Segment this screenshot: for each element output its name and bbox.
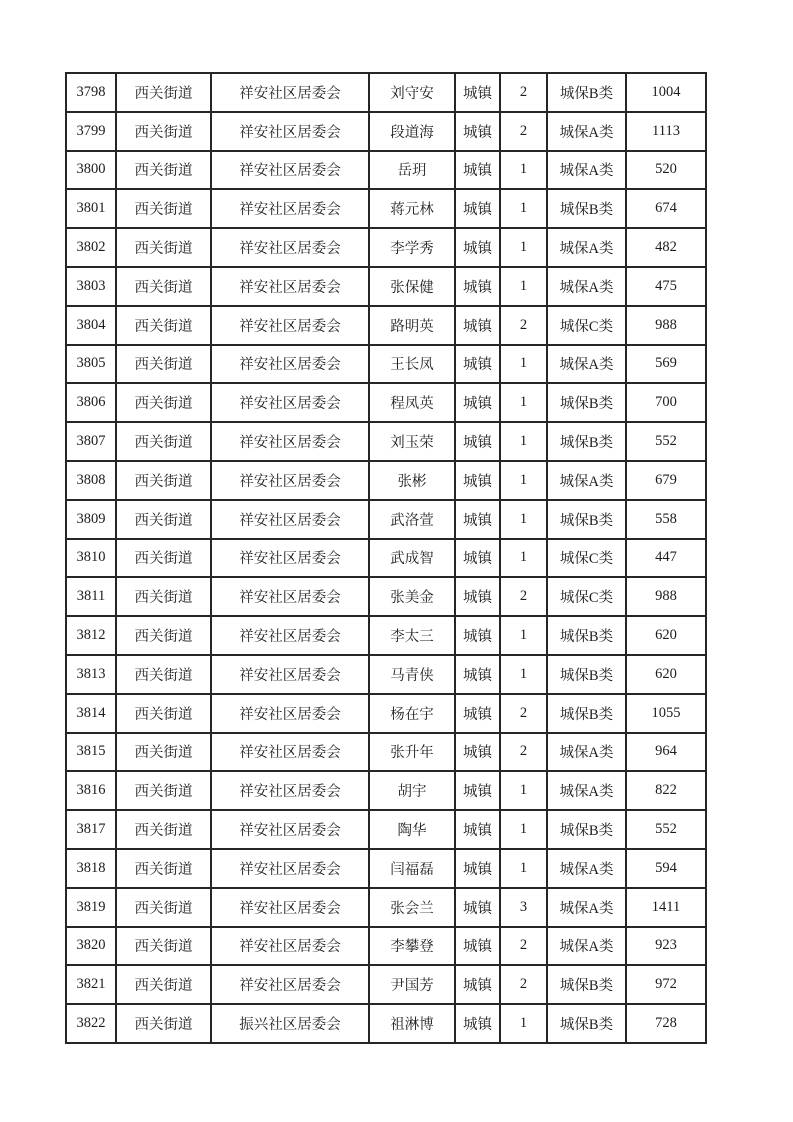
cell-serial-number: 3803 <box>66 267 116 306</box>
table-row <box>66 733 706 772</box>
cell-household-count: 1 <box>500 151 547 190</box>
record-table-body <box>66 73 706 1043</box>
cell-community: 祥安社区居委会 <box>211 694 369 733</box>
cell-insurance-category: 城保A类 <box>547 461 626 500</box>
cell-serial-number: 3808 <box>66 461 116 500</box>
cell-insurance-category: 城保B类 <box>547 655 626 694</box>
cell-community: 祥安社区居委会 <box>211 771 369 810</box>
cell-amount: 923 <box>626 927 706 966</box>
insurance-record-table <box>65 72 707 1044</box>
cell-person-name: 李太三 <box>369 616 455 655</box>
cell-person-name: 武洛萱 <box>369 500 455 539</box>
cell-person-name: 武成智 <box>369 539 455 578</box>
cell-community: 祥安社区居委会 <box>211 539 369 578</box>
cell-serial-number: 3818 <box>66 849 116 888</box>
cell-amount: 620 <box>626 655 706 694</box>
cell-person-name: 张保健 <box>369 267 455 306</box>
table-row <box>66 539 706 578</box>
cell-insurance-category: 城保A类 <box>547 927 626 966</box>
table-row <box>66 965 706 1004</box>
cell-household-count: 1 <box>500 345 547 384</box>
cell-insurance-category: 城保A类 <box>547 345 626 384</box>
cell-household-count: 1 <box>500 849 547 888</box>
cell-street: 西关街道 <box>116 1004 211 1043</box>
cell-serial-number: 3799 <box>66 112 116 151</box>
cell-community: 祥安社区居委会 <box>211 616 369 655</box>
cell-street: 西关街道 <box>116 965 211 1004</box>
cell-amount: 988 <box>626 306 706 345</box>
cell-community: 祥安社区居委会 <box>211 306 369 345</box>
cell-residence-type: 城镇 <box>455 228 500 267</box>
cell-insurance-category: 城保A类 <box>547 849 626 888</box>
cell-amount: 482 <box>626 228 706 267</box>
cell-community: 祥安社区居委会 <box>211 461 369 500</box>
cell-person-name: 张升年 <box>369 733 455 772</box>
cell-insurance-category: 城保B类 <box>547 810 626 849</box>
cell-person-name: 杨在宇 <box>369 694 455 733</box>
cell-community: 祥安社区居委会 <box>211 849 369 888</box>
cell-person-name: 马青侠 <box>369 655 455 694</box>
cell-amount: 620 <box>626 616 706 655</box>
table-row <box>66 771 706 810</box>
cell-serial-number: 3820 <box>66 927 116 966</box>
cell-street: 西关街道 <box>116 189 211 228</box>
cell-insurance-category: 城保A类 <box>547 228 626 267</box>
cell-person-name: 蒋元林 <box>369 189 455 228</box>
cell-household-count: 1 <box>500 422 547 461</box>
cell-residence-type: 城镇 <box>455 151 500 190</box>
cell-street: 西关街道 <box>116 539 211 578</box>
cell-residence-type: 城镇 <box>455 1004 500 1043</box>
cell-serial-number: 3800 <box>66 151 116 190</box>
cell-residence-type: 城镇 <box>455 267 500 306</box>
cell-amount: 700 <box>626 383 706 422</box>
cell-household-count: 1 <box>500 189 547 228</box>
cell-insurance-category: 城保B类 <box>547 616 626 655</box>
cell-serial-number: 3822 <box>66 1004 116 1043</box>
cell-street: 西关街道 <box>116 422 211 461</box>
table-row <box>66 888 706 927</box>
cell-community: 祥安社区居委会 <box>211 965 369 1004</box>
cell-insurance-category: 城保B类 <box>547 500 626 539</box>
cell-street: 西关街道 <box>116 112 211 151</box>
cell-serial-number: 3813 <box>66 655 116 694</box>
cell-insurance-category: 城保C类 <box>547 539 626 578</box>
cell-residence-type: 城镇 <box>455 461 500 500</box>
cell-household-count: 1 <box>500 228 547 267</box>
table-row <box>66 500 706 539</box>
cell-amount: 822 <box>626 771 706 810</box>
cell-household-count: 2 <box>500 965 547 1004</box>
table-row <box>66 810 706 849</box>
cell-person-name: 张彬 <box>369 461 455 500</box>
cell-household-count: 1 <box>500 771 547 810</box>
cell-insurance-category: 城保B类 <box>547 73 626 112</box>
cell-serial-number: 3815 <box>66 733 116 772</box>
cell-amount: 972 <box>626 965 706 1004</box>
table-row <box>66 655 706 694</box>
table-row <box>66 422 706 461</box>
cell-residence-type: 城镇 <box>455 500 500 539</box>
table-row <box>66 616 706 655</box>
cell-community: 祥安社区居委会 <box>211 655 369 694</box>
cell-street: 西关街道 <box>116 383 211 422</box>
cell-serial-number: 3801 <box>66 189 116 228</box>
cell-insurance-category: 城保A类 <box>547 151 626 190</box>
cell-person-name: 刘守安 <box>369 73 455 112</box>
cell-person-name: 路明英 <box>369 306 455 345</box>
table-row <box>66 694 706 733</box>
cell-household-count: 1 <box>500 539 547 578</box>
cell-household-count: 2 <box>500 73 547 112</box>
cell-serial-number: 3806 <box>66 383 116 422</box>
cell-street: 西关街道 <box>116 927 211 966</box>
cell-person-name: 张美金 <box>369 577 455 616</box>
cell-amount: 1113 <box>626 112 706 151</box>
cell-community: 祥安社区居委会 <box>211 383 369 422</box>
cell-household-count: 2 <box>500 577 547 616</box>
cell-residence-type: 城镇 <box>455 616 500 655</box>
cell-person-name: 王长凤 <box>369 345 455 384</box>
cell-residence-type: 城镇 <box>455 965 500 1004</box>
cell-street: 西关街道 <box>116 500 211 539</box>
cell-household-count: 1 <box>500 655 547 694</box>
cell-household-count: 2 <box>500 927 547 966</box>
cell-household-count: 2 <box>500 694 547 733</box>
cell-street: 西关街道 <box>116 267 211 306</box>
cell-residence-type: 城镇 <box>455 112 500 151</box>
table-row <box>66 383 706 422</box>
cell-serial-number: 3810 <box>66 539 116 578</box>
cell-residence-type: 城镇 <box>455 771 500 810</box>
cell-residence-type: 城镇 <box>455 849 500 888</box>
cell-serial-number: 3817 <box>66 810 116 849</box>
cell-residence-type: 城镇 <box>455 577 500 616</box>
cell-street: 西关街道 <box>116 577 211 616</box>
cell-person-name: 李学秀 <box>369 228 455 267</box>
cell-community: 祥安社区居委会 <box>211 228 369 267</box>
cell-amount: 594 <box>626 849 706 888</box>
cell-serial-number: 3798 <box>66 73 116 112</box>
cell-street: 西关街道 <box>116 345 211 384</box>
cell-street: 西关街道 <box>116 810 211 849</box>
cell-serial-number: 3805 <box>66 345 116 384</box>
cell-amount: 475 <box>626 267 706 306</box>
cell-community: 祥安社区居委会 <box>211 422 369 461</box>
table-row <box>66 73 706 112</box>
cell-street: 西关街道 <box>116 733 211 772</box>
cell-community: 祥安社区居委会 <box>211 112 369 151</box>
cell-serial-number: 3816 <box>66 771 116 810</box>
cell-person-name: 段道海 <box>369 112 455 151</box>
cell-residence-type: 城镇 <box>455 306 500 345</box>
cell-residence-type: 城镇 <box>455 810 500 849</box>
cell-insurance-category: 城保C类 <box>547 577 626 616</box>
table-row <box>66 228 706 267</box>
cell-community: 祥安社区居委会 <box>211 577 369 616</box>
cell-community: 祥安社区居委会 <box>211 500 369 539</box>
cell-community: 祥安社区居委会 <box>211 927 369 966</box>
cell-street: 西关街道 <box>116 151 211 190</box>
cell-amount: 1411 <box>626 888 706 927</box>
cell-amount: 447 <box>626 539 706 578</box>
cell-household-count: 1 <box>500 810 547 849</box>
cell-community: 祥安社区居委会 <box>211 888 369 927</box>
cell-person-name: 岳玥 <box>369 151 455 190</box>
cell-amount: 558 <box>626 500 706 539</box>
cell-street: 西关街道 <box>116 888 211 927</box>
cell-residence-type: 城镇 <box>455 888 500 927</box>
cell-household-count: 1 <box>500 383 547 422</box>
cell-amount: 674 <box>626 189 706 228</box>
cell-household-count: 2 <box>500 306 547 345</box>
cell-serial-number: 3802 <box>66 228 116 267</box>
cell-person-name: 陶华 <box>369 810 455 849</box>
cell-street: 西关街道 <box>116 228 211 267</box>
cell-amount: 520 <box>626 151 706 190</box>
table-row <box>66 577 706 616</box>
table-row <box>66 306 706 345</box>
cell-residence-type: 城镇 <box>455 655 500 694</box>
cell-amount: 1055 <box>626 694 706 733</box>
cell-amount: 569 <box>626 345 706 384</box>
cell-person-name: 张会兰 <box>369 888 455 927</box>
cell-insurance-category: 城保A类 <box>547 888 626 927</box>
cell-insurance-category: 城保B类 <box>547 1004 626 1043</box>
cell-street: 西关街道 <box>116 694 211 733</box>
table-row <box>66 267 706 306</box>
cell-insurance-category: 城保C类 <box>547 306 626 345</box>
cell-street: 西关街道 <box>116 461 211 500</box>
cell-insurance-category: 城保A类 <box>547 771 626 810</box>
cell-residence-type: 城镇 <box>455 73 500 112</box>
cell-person-name: 祖淋博 <box>369 1004 455 1043</box>
cell-community: 祥安社区居委会 <box>211 733 369 772</box>
cell-insurance-category: 城保B类 <box>547 383 626 422</box>
cell-amount: 552 <box>626 810 706 849</box>
cell-residence-type: 城镇 <box>455 383 500 422</box>
cell-household-count: 2 <box>500 733 547 772</box>
cell-residence-type: 城镇 <box>455 694 500 733</box>
cell-amount: 1004 <box>626 73 706 112</box>
cell-amount: 552 <box>626 422 706 461</box>
table-row <box>66 189 706 228</box>
cell-community: 祥安社区居委会 <box>211 345 369 384</box>
cell-community: 祥安社区居委会 <box>211 810 369 849</box>
cell-serial-number: 3811 <box>66 577 116 616</box>
cell-household-count: 2 <box>500 112 547 151</box>
cell-residence-type: 城镇 <box>455 927 500 966</box>
cell-insurance-category: 城保A类 <box>547 112 626 151</box>
table-row <box>66 927 706 966</box>
cell-serial-number: 3807 <box>66 422 116 461</box>
cell-person-name: 李攀登 <box>369 927 455 966</box>
cell-amount: 728 <box>626 1004 706 1043</box>
cell-household-count: 1 <box>500 461 547 500</box>
table-row <box>66 112 706 151</box>
cell-street: 西关街道 <box>116 849 211 888</box>
cell-residence-type: 城镇 <box>455 189 500 228</box>
table-row <box>66 345 706 384</box>
cell-insurance-category: 城保B类 <box>547 422 626 461</box>
cell-community: 祥安社区居委会 <box>211 189 369 228</box>
cell-serial-number: 3819 <box>66 888 116 927</box>
cell-community: 振兴社区居委会 <box>211 1004 369 1043</box>
cell-household-count: 1 <box>500 500 547 539</box>
cell-street: 西关街道 <box>116 616 211 655</box>
cell-street: 西关街道 <box>116 655 211 694</box>
cell-serial-number: 3804 <box>66 306 116 345</box>
cell-serial-number: 3809 <box>66 500 116 539</box>
cell-insurance-category: 城保B类 <box>547 189 626 228</box>
cell-insurance-category: 城保A类 <box>547 733 626 772</box>
table-row <box>66 151 706 190</box>
cell-amount: 988 <box>626 577 706 616</box>
table-row <box>66 1004 706 1043</box>
cell-residence-type: 城镇 <box>455 422 500 461</box>
cell-street: 西关街道 <box>116 73 211 112</box>
cell-household-count: 1 <box>500 616 547 655</box>
cell-amount: 964 <box>626 733 706 772</box>
cell-person-name: 尹国芳 <box>369 965 455 1004</box>
cell-person-name: 程凤英 <box>369 383 455 422</box>
cell-community: 祥安社区居委会 <box>211 73 369 112</box>
cell-insurance-category: 城保A类 <box>547 267 626 306</box>
cell-street: 西关街道 <box>116 771 211 810</box>
cell-person-name: 胡宇 <box>369 771 455 810</box>
cell-community: 祥安社区居委会 <box>211 267 369 306</box>
cell-household-count: 1 <box>500 267 547 306</box>
cell-residence-type: 城镇 <box>455 733 500 772</box>
cell-person-name: 闫福磊 <box>369 849 455 888</box>
cell-residence-type: 城镇 <box>455 345 500 384</box>
table-row <box>66 849 706 888</box>
cell-community: 祥安社区居委会 <box>211 151 369 190</box>
cell-serial-number: 3814 <box>66 694 116 733</box>
cell-residence-type: 城镇 <box>455 539 500 578</box>
cell-insurance-category: 城保B类 <box>547 694 626 733</box>
cell-household-count: 3 <box>500 888 547 927</box>
cell-serial-number: 3821 <box>66 965 116 1004</box>
cell-serial-number: 3812 <box>66 616 116 655</box>
cell-insurance-category: 城保B类 <box>547 965 626 1004</box>
cell-amount: 679 <box>626 461 706 500</box>
cell-street: 西关街道 <box>116 306 211 345</box>
cell-household-count: 1 <box>500 1004 547 1043</box>
cell-person-name: 刘玉荣 <box>369 422 455 461</box>
table-row <box>66 461 706 500</box>
